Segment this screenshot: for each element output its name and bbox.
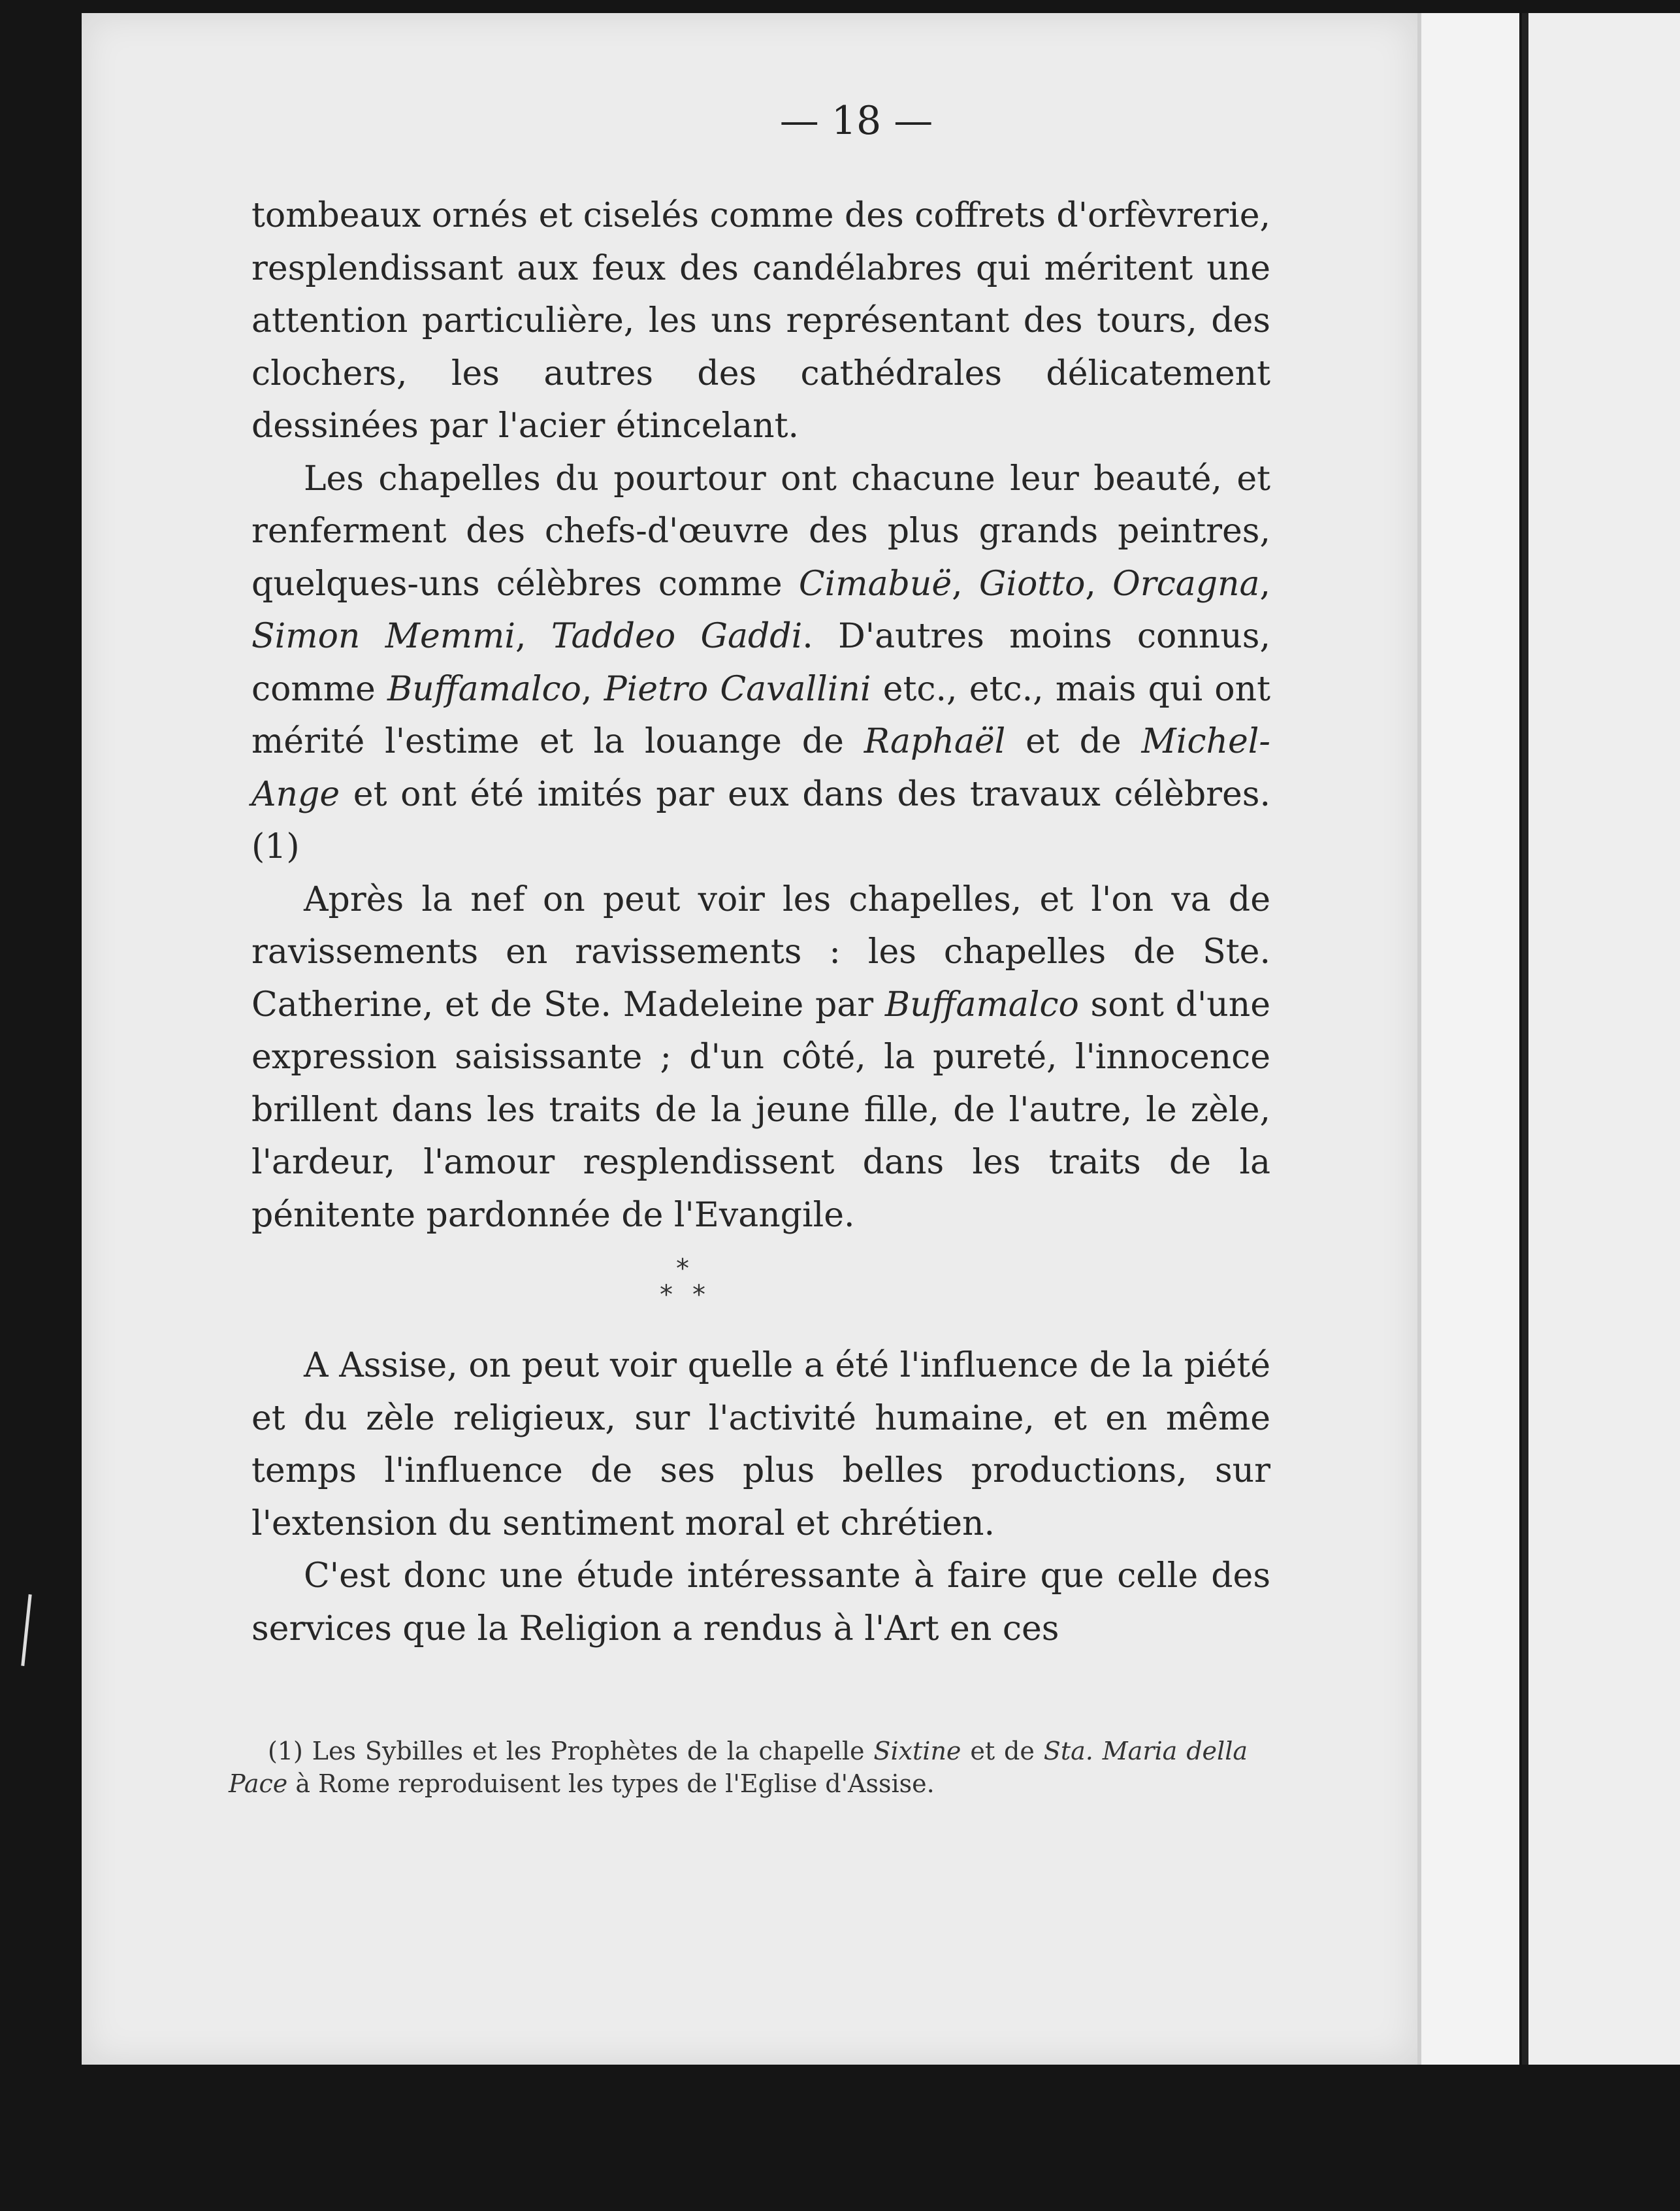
italic-name: Cimabuë <box>798 564 952 604</box>
italic-name: Pietro Cavallini <box>604 669 871 709</box>
body-text <box>251 189 1270 1655</box>
text-run: C'est donc une étude intéressante à faire que celle des services que la Religion a rendus à l'Art en ces <box>251 1556 1270 1648</box>
italic-name: Giotto <box>978 564 1086 604</box>
text-run: . D'autres moins connus, comme <box>251 617 1271 709</box>
text-run: et de <box>1005 722 1142 761</box>
text-run: tombeaux ornés et ciselés comme des coffrets d'orfèvrerie, resplendissant aux feux des candélabres qui méritent une attention particulière, les uns représentant des tours, des clochers, les autres des cathédrales délicatement dessinées par l'acier étincelant. <box>251 196 1270 446</box>
asterism-star-top: * <box>676 1254 689 1284</box>
text-run: Les chapelles du pourtour ont chacune leur beauté, et renferment des chefs-d'œuvre des plus grands peintres, quelques-uns célèbres comme <box>251 459 1270 604</box>
adjacent-page <box>1522 13 1680 2065</box>
text-run: , <box>952 564 979 604</box>
italic-name: Sta. Maria della Pace <box>229 1737 1248 1798</box>
asterism-star-right: * <box>692 1280 705 1310</box>
paragraph <box>251 1339 1270 1550</box>
italic-name: Buffamalco <box>884 985 1079 1024</box>
italic-name: Orcagna <box>1112 564 1260 604</box>
text-run: à Rome reproduisent les types de l'Eglise d'Assise. <box>287 1769 935 1798</box>
text-run: , <box>581 669 604 709</box>
paragraph <box>251 189 1270 453</box>
text-run: , <box>1259 564 1271 604</box>
text-run: , <box>1085 564 1113 604</box>
text-run: etc., etc., mais qui ont mérité l'estime et la louange de <box>251 669 1270 761</box>
footnote-text <box>229 1735 1248 1800</box>
paragraph <box>251 1550 1270 1655</box>
italic-name: Buffamalco <box>387 669 581 709</box>
footnote <box>229 1735 1248 1800</box>
page-number: — 18 — <box>779 98 933 144</box>
text-run: et ont été imités par eux dans des travaux célèbres. (1) <box>251 774 1270 866</box>
paragraphs-before-separator <box>251 189 1270 1241</box>
paragraphs-after-separator <box>251 1339 1270 1655</box>
italic-name: Sixtine <box>873 1737 961 1765</box>
text-run: (1) Les Sybilles et les Prophètes de la chapelle <box>268 1737 874 1765</box>
asterism-star-left: * <box>660 1280 673 1310</box>
text-run: , <box>515 617 551 656</box>
italic-name: Taddeo Gaddi <box>551 617 803 656</box>
paragraph <box>251 453 1270 874</box>
text-run: et de <box>961 1737 1044 1765</box>
page-edge <box>1417 13 1519 2065</box>
italic-name: Raphaël <box>864 722 1006 761</box>
asterism-separator <box>251 1241 1270 1339</box>
paragraph <box>251 874 1270 1242</box>
italic-name: Michel-Ange <box>251 722 1270 814</box>
text-run: Après la nef on peut voir les chapelles, et l'on va de ravissements en ravissements : les chapelles de Ste. Catherine, et de Ste. Madeleine par <box>251 879 1270 1024</box>
italic-name: Simon Memmi <box>251 617 515 656</box>
text-run: A Assise, on peut voir quelle a été l'influence de la piété et du zèle religieux, sur l'activité humaine, et en même temps l'influence de ses plus belles productions, sur l'extension du sentiment moral et chrétien. <box>251 1346 1270 1543</box>
text-run: sont d'une expression saisissante ; d'un côté, la pureté, l'innocence brillent dans les traits de la jeune fille, de l'autre, le zèle, l'ardeur, l'amour resplendissent dans les traits de la pénitente pardonnée de l'Evangile. <box>251 985 1270 1235</box>
